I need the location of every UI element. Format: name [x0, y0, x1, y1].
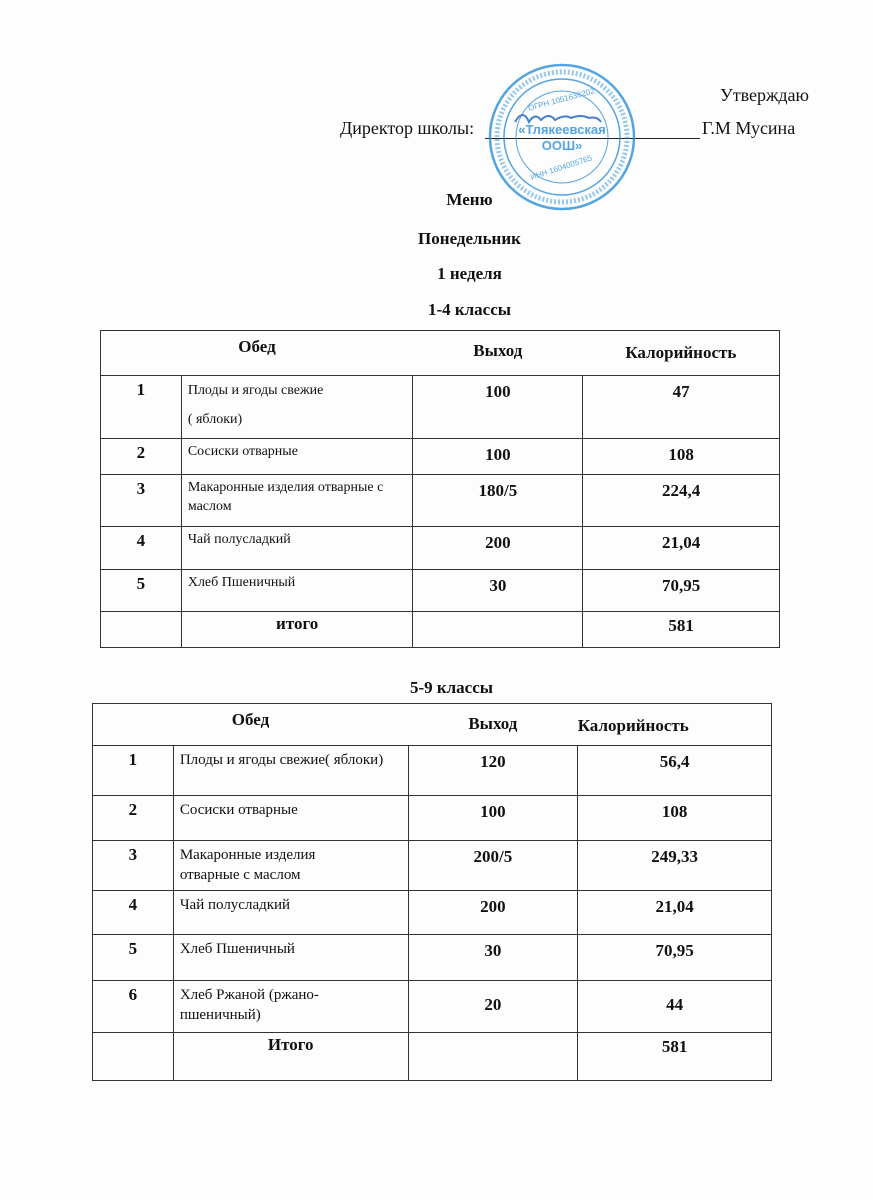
- svg-text:«Тлякеевская: «Тлякеевская: [518, 122, 606, 137]
- table-row: [93, 980, 772, 1032]
- row-number: 5: [93, 934, 174, 980]
- dish-name: Хлеб Ржаной (ржано-пшеничный): [173, 980, 408, 1032]
- director-label: Директор школы:: [340, 118, 475, 138]
- dish-name: Чай полусладкий: [173, 890, 408, 934]
- column-header: Калорийность: [583, 331, 780, 376]
- column-header: Выход: [413, 331, 583, 376]
- total-label: итого: [181, 612, 413, 648]
- calories: 70,95: [578, 934, 772, 980]
- portion: 100: [413, 376, 583, 439]
- svg-text:ООШ»: ООШ»: [541, 138, 583, 153]
- dish-name: Сосиски отварные: [181, 439, 413, 475]
- column-header: Обед: [93, 704, 409, 746]
- menu-title: Меню: [446, 190, 493, 209]
- calories: 44: [578, 980, 772, 1032]
- approve-label: Утверждаю: [719, 85, 809, 105]
- total-row: [101, 612, 780, 648]
- portion: 200: [413, 527, 583, 570]
- empty-cell: [101, 612, 182, 648]
- portion: 120: [408, 746, 578, 796]
- svg-text:ОГРН 1051636202: ОГРН 1051636202: [527, 86, 596, 113]
- calories: 21,04: [583, 527, 780, 570]
- row-number: 3: [93, 841, 174, 891]
- table-row: [101, 570, 780, 612]
- dish-name: Чай полусладкий: [181, 527, 413, 570]
- dish-name-line: Плоды и ягоды свежие: [187, 383, 324, 398]
- row-number: 2: [93, 796, 174, 841]
- dish-name: Сосиски отварные: [173, 796, 408, 841]
- svg-text:ИНН 1604005765: ИНН 1604005765: [529, 153, 594, 182]
- director-name: Г.М Мусина: [702, 118, 796, 138]
- row-number: 1: [93, 746, 174, 796]
- calories: 224,4: [583, 475, 780, 527]
- empty-cell: [413, 612, 583, 648]
- table-row: [93, 796, 772, 841]
- portion: 200/5: [408, 841, 578, 891]
- calories: 47: [583, 376, 780, 439]
- column-header: Выход: [408, 704, 578, 746]
- portion: 180/5: [413, 475, 583, 527]
- grade-label: 1-4 классы: [427, 300, 512, 319]
- empty-cell: [408, 1032, 578, 1080]
- row-number: 4: [93, 890, 174, 934]
- calories: 108: [578, 796, 772, 841]
- calories: 56,4: [578, 746, 772, 796]
- row-number: 6: [93, 980, 174, 1032]
- portion: 30: [408, 934, 578, 980]
- table-row: [93, 746, 772, 796]
- row-number: 3: [101, 475, 182, 527]
- total-calories: 581: [578, 1032, 772, 1080]
- row-number: 1: [101, 376, 182, 439]
- day-label: Понедельник: [418, 229, 521, 248]
- menu-table-5-9: [92, 703, 772, 1081]
- table-row: [101, 439, 780, 475]
- column-header: Калорийность: [578, 704, 772, 746]
- dish-name: [181, 376, 413, 439]
- dish-name: Хлеб Пшеничный: [173, 934, 408, 980]
- dish-name: Хлеб Пшеничный: [181, 570, 413, 612]
- table-header: [93, 704, 772, 746]
- calories: 249,33: [578, 841, 772, 891]
- calories: 108: [583, 439, 780, 475]
- dish-name: Плоды и ягоды свежие( яблоки): [173, 746, 408, 796]
- portion: 200: [408, 890, 578, 934]
- row-number: 4: [101, 527, 182, 570]
- table-row: [93, 934, 772, 980]
- total-calories: 581: [583, 612, 780, 648]
- week-label: 1 неделя: [437, 264, 502, 283]
- grade-label: 5-9 классы: [409, 678, 494, 697]
- total-row: [93, 1032, 772, 1080]
- table-row: [101, 527, 780, 570]
- row-number: 5: [101, 570, 182, 612]
- portion: 20: [408, 980, 578, 1032]
- column-header: Обед: [101, 331, 413, 376]
- table-row: [93, 890, 772, 934]
- table-row: [101, 475, 780, 527]
- table-row: [93, 841, 772, 891]
- table-row: [101, 376, 780, 439]
- calories: 70,95: [583, 570, 780, 612]
- portion: 30: [413, 570, 583, 612]
- calories: 21,04: [578, 890, 772, 934]
- row-number: 2: [101, 439, 182, 475]
- table-header: [101, 331, 780, 376]
- dish-name: Макаронные изделия отварные с маслом: [181, 475, 413, 527]
- dish-name-line: ( яблоки): [187, 412, 243, 427]
- empty-cell: [93, 1032, 174, 1080]
- portion: 100: [408, 796, 578, 841]
- menu-table-1-4: [100, 330, 780, 648]
- portion: 100: [413, 439, 583, 475]
- dish-name: Макаронные изделия отварные с маслом: [173, 841, 408, 891]
- total-label: Итого: [173, 1032, 408, 1080]
